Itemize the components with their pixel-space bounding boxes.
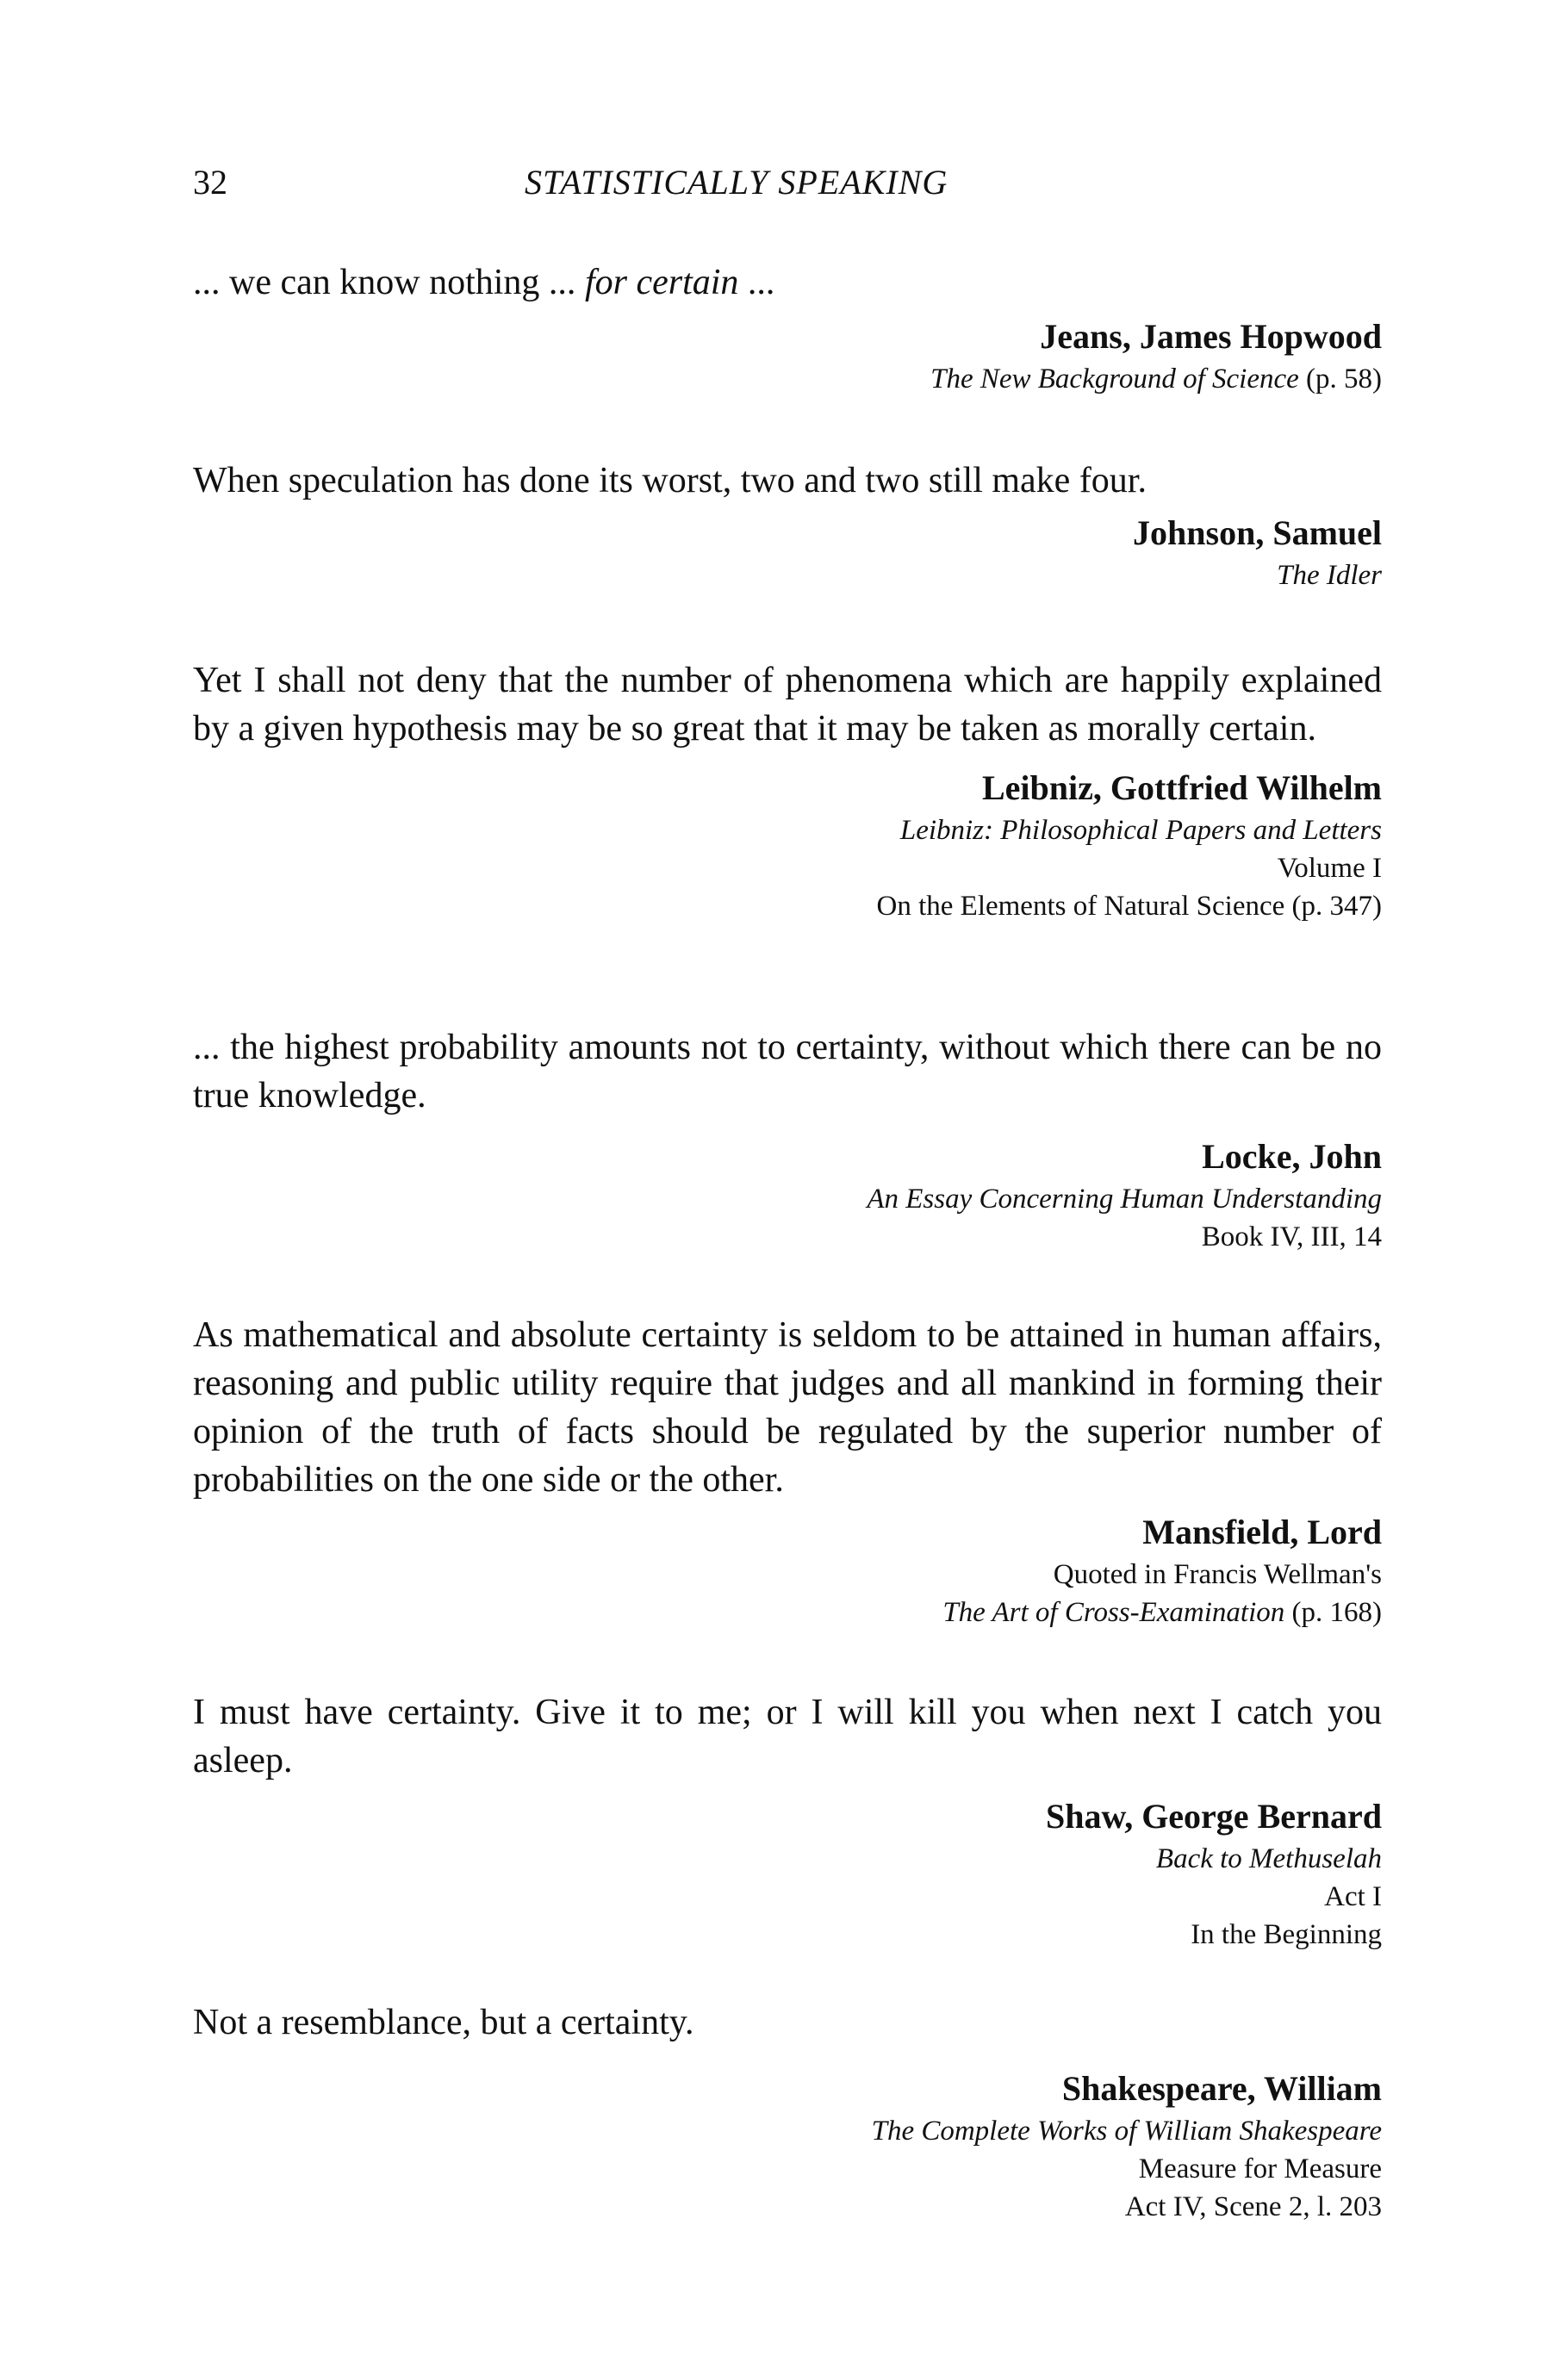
quote-text: ... the highest probability amounts not to certainty, without which there can be no true knowledge. <box>193 1028 1382 1115</box>
quote-text: I must have certainty. Give it to me; or I will kill you when next I catch you asleep. <box>193 1693 1382 1780</box>
source-detail: Act IV, Scene 2, l. 203 <box>1124 2191 1382 2222</box>
source-detail: Book IV, III, 14 <box>1201 1221 1382 1252</box>
quote-entry-shaw <box>193 1688 1382 1954</box>
source-title: The Idler <box>1277 560 1382 591</box>
attribution <box>193 765 1382 925</box>
author-name: Leibniz, Gottfried Wilhelm <box>981 768 1382 807</box>
quote-text <box>193 258 1382 307</box>
source-title: The Complete Works of William Shakespeare <box>871 2116 1382 2147</box>
quote-entry-johnson <box>193 457 1382 594</box>
source-page: (p. 168) <box>1284 1597 1382 1628</box>
source-detail: Measure for Measure <box>1138 2153 1382 2184</box>
source-detail: Act I <box>1324 1881 1382 1912</box>
quote-text-part: ... we can know nothing ... <box>193 263 585 302</box>
author-name: Mansfield, Lord <box>1142 1513 1382 1551</box>
source-detail: On the Elements of Natural Science (p. 347) <box>876 891 1382 922</box>
attribution <box>193 510 1382 594</box>
author-name: Jeans, James Hopwood <box>1040 317 1382 356</box>
quote-entry-shakespeare <box>193 1998 1382 2226</box>
quote-text: When speculation has done its worst, two and two still make four. <box>193 461 1147 500</box>
quote-entry-locke <box>193 1023 1382 1256</box>
source-title: The New Background of Science <box>930 364 1299 395</box>
source-page: (p. 58) <box>1298 364 1382 395</box>
attribution <box>193 1509 1382 1631</box>
source-title: Back to Methuselah <box>1155 1843 1382 1874</box>
quote-entry-jeans <box>193 258 1382 398</box>
author-name: Shakespeare, William <box>1061 2069 1382 2108</box>
quote-text: As mathematical and absolute certainty is seldom to be attained in human affairs, reasoning and public utility require that judges and all mankind in forming their opinion of the truth of facts should be regulated by the superior number of probabilities on the one side or the other. <box>193 1315 1382 1500</box>
source-detail: Quoted in Francis Wellman's <box>1053 1559 1382 1590</box>
quote-text-emphasis: for certain <box>584 263 739 302</box>
source-detail: In the Beginning <box>1191 1919 1382 1950</box>
source-detail: Volume I <box>1277 853 1382 884</box>
attribution <box>193 314 1382 398</box>
quote-entry-leibniz <box>193 656 1382 925</box>
source-title: The Art of Cross-Examination <box>942 1597 1285 1628</box>
running-head: STATISTICALLY SPEAKING <box>525 163 948 202</box>
source-line <box>193 1594 1382 1631</box>
author-name: Locke, John <box>1202 1137 1382 1176</box>
attribution <box>193 1134 1382 1256</box>
source-title: An Essay Concerning Human Understanding <box>867 1184 1382 1215</box>
author-name: Johnson, Samuel <box>1133 513 1382 552</box>
page-header <box>193 162 1382 214</box>
quote-entry-mansfield <box>193 1311 1382 1631</box>
quote-text-part: ... <box>738 263 775 302</box>
author-name: Shaw, George Bernard <box>1046 1797 1382 1836</box>
source-line <box>193 360 1382 398</box>
attribution <box>193 1793 1382 1954</box>
page-number: 32 <box>193 163 227 202</box>
quote-text: Not a resemblance, but a certainty. <box>193 2003 694 2042</box>
attribution <box>193 2066 1382 2226</box>
source-title: Leibniz: Philosophical Papers and Letters <box>899 815 1382 846</box>
quote-text: Yet I shall not deny that the number of phenomena which are happily explained by a given hypothesis may be so great that it may be taken as morally certain. <box>193 661 1382 749</box>
